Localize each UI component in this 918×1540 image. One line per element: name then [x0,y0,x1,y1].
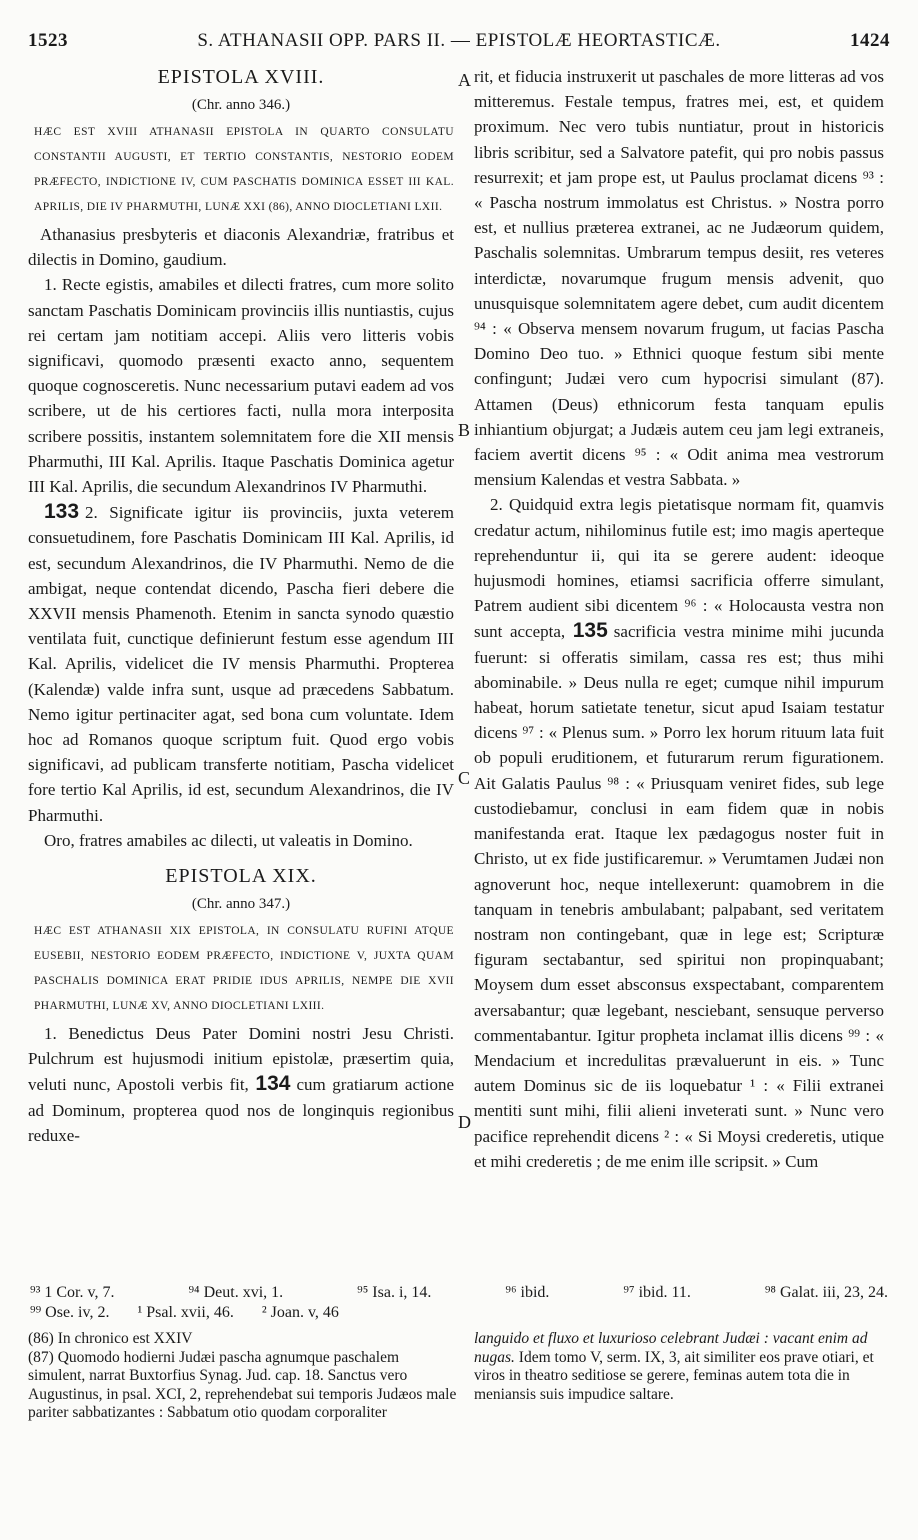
epistle-18-closing: Oro, fratres amabiles ac dilecti, ut valeatis in Domino. [44,830,413,850]
running-header [28,30,890,60]
margin-letter-c: C [458,768,471,788]
epistle-18-title: EPISTOLA XVIII. [157,66,325,88]
margin-letter-b: B [458,420,471,440]
epistle-18-paragraph-1: 1. Recte egistis, amabiles et dilecti fratres, cum more solito sanctam Paschatis Dominicam provinciis illis nuntiastis, cujus rei certam jam notitiam accepi. Aliis vero litteris vobis significavi, quomodo præsenti exacto anno, sequentem quoque cognosceretis. Nunc necessarium putavi eadem ad vos scribere, ut de his certiores facti, nulla mora interposita scribere possitis, instantem solemnitatem fore die XII mensis Pharmuthi, III Kal. Aprilis. Itaque Paschatis Dominica agetur III Kal. Aprilis, die secundum Alexandrinos IV Pharmuthi. [28,275,454,497]
epistle-19-paragraph-1-text-a: 1. Benedictus Deus Pater Domini nostri Jesu Christi. Pulchrum est hujusmodi initium epistolæ, præsertim quia, veluti nunc, Apostoli verbis fit, [28,1024,454,1095]
footnote-row [30,1283,888,1303]
footnote: ⁹⁶ ibid. [505,1284,550,1301]
footnote: ¹ Psal. xvii, 46. [137,1304,234,1321]
footnote-row [30,1303,888,1323]
epistle-19-paragraph-1 [28,1021,454,1148]
note-87-continued-plain: Idem tomo V, serm. IX, 3, ait similiter eos prave otiari, et viros in theatro seditiose se gerere, feminas autem tota die in meniansis suis impudice saltare. [474,1348,874,1403]
footnote: ⁹⁵ Isa. i, 14. [357,1284,432,1301]
epistle-19-summary: HÆC EST ATHANASII XIX EPISTOLA, IN CONSULATU RUFINI ATQUE EUSEBII, NESTORIO EODEM PRÆFECTO, INDICTIONE V, JUXTA QUAM PASCHALIS DOMINICA ERAT PRIDIE IDUS APRILIS, NEMPE DIE XVII PHARMUTHI, LUNÆ XV, ANNO DIOCLETIANI LXIII. [34,925,454,1013]
epistle-19-paragraph-2-text-b: sacrificia vestra minime mihi jucunda fuerunt: si offeratis similam, cassa res est; thus mihi abominabile. » Deus nulla re eget; cumque nihil impurum habeat, horum satietate tenetur, sicut apud Isaiam testatur dicens ⁹⁷ : « Plenus sum. » Porro lex horum rituum lata fuit ob populi eruditionem, et futurarum rerum figurationem. Ait Galatis Paulus ⁹⁸ : « Priusquam veniret fides, sub lege custodiebamur, conclusi in eam fidem quæ in nobis manifestanda erat. Itaque lex pædagogus noster fuit in Christo, ut ex fide justificaremur. » Verumtamen Judæi non agnoverunt hoc, neque intellexerunt: quamobrem in die tanquam in tenebris ambulabant; palpabant, sed veritatem nostram non contingebant, quæ in lege est; Scripturæ figuram sectabantur, sed spiritui non propinquabant; Moysem dum esset absconsus exspectabant, comparentem aversabantur; quæ legebant, nesciebant, sensuque perverso commentabantur. Igitur propheta inclamat illis dicens ⁹⁹ : « Mendacium et incredulitas prævaluerunt in eis. » Tunc autem Dominus sic de iis loquebatur ¹ : « Filii extranei mentiti sunt mihi, filii alieni inveterati sunt. » Nunc vero pacifice reprehendit dicens ² : « Si Moysi crederetis, utique et mihi crederetis ; de me enim ille scripsit. » Cum [474,622,884,1171]
epistle-19-title: EPISTOLA XIX. [165,865,317,888]
epistle-19-paragraph-2 [474,492,884,1173]
editor-notes-left [28,1330,458,1423]
margin-letter-d: D [458,1112,471,1132]
epistle-19-year: (Chr. anno 347.) [191,896,291,913]
scripture-footnotes [30,1283,888,1323]
editor-notes-right [474,1330,884,1404]
footnote: ⁹⁷ ibid. 11. [623,1284,691,1301]
epistle-18-summary: HÆC EST XVIII ATHANASII EPISTOLA IN QUARTO CONSULATU CONSTANTII AUGUSTI, ET TERTIO CONSTANTIS, NESTORIO EODEM PRÆFECTO, INDICTIONE IV, CUM PASCHATIS DOMINICA ESSET III KAL. APRILIS, DIE IV PHARMUTHI, LUNÆ XXI (86), ANNO DIOCLETIANI LXII. [34,126,454,213]
epistle-18-paragraph-2-text: 2. Significate igitur iis provinciis, juxta veterem consuetudinem, fore Paschatis Dominicam III Kal. Aprilis, id est, secundum Alexandrinos, die IV Pharmuthi. Nemo de die ambigat, neque contendat dicendo, Pascha fieri debere die XXVII mensis Phamenoth. Etenim in sancta synodo quæstio ventilata fuit, cunctique definierunt festum esse agendum III Kal. Aprilis, videlicet die IV mensis Pharmuthi. Propterea (Kalendæ) valde infra sunt, usque ad præcedens Sabbatum. Nemo igitur pertinaciter agat, sed bona cum voluntate. Idem hoc ad Romanos quoque scriptum fuit. Quod ergo vobis significavi, ad publicam transferte notitiam, Pascha videlicet fore tertio Kal Aprilis, id est, secundum Alexandrinos, die IV Pharmuthi. [28,503,454,825]
epistle-19-paragraph-2-text-a: 2. Quidquid extra legis pietatisque normam fit, quamvis credatur actum, nihilominus futile est; imo magis aperteque reprehenduntur ii, qui ita se gerere audent: ideoque hujusmodi homines, etiamsi sacrificia offerre simulant, Patrem audient sibi dicentem ⁹⁶ : « Holocausta vestra non sunt accepta, [474,495,884,642]
margin-column-number: 133 [44,500,80,524]
note-86: (86) In chronico est XXIV [28,1330,193,1347]
left-column [28,64,454,1148]
epistle-19-paragraph-1-continued: rit, et fiducia instruxerit ut paschales de more litteras ad vos mitteremus. Festale tempus, fratres mei, est, et quidem proximum. Nec vero tubis nuntiatur, prout in historicis libris scribitur, sed a Salvatore patefit, qui pro nobis passus resurrexit; et jam prope est, ut Paulus proclamat dicens ⁹³ : « Pascha nostrum immolatus est Christus. » Nostra porro est, et nullius præterea extranei, ac ne Judæorum quidem, Paschalis solemnitas. Umbrarum tempus desiit, res veteres interdictæ, novarumque frugum mensis advenit, quo unusquisque solemnitatem agere debet, cum audit dicentem ⁹⁴ : « Observa mensem novarum frugum, ut facias Pascha Domino Deo tuo. » Ethnici quoque festum sibi mente confingunt; Judæi vero cum hypocrisi simulant (87). Attamen (Deus) ethnicorum festa tanquam epulis inhiantium objurgat; a Judæis autem ceu jam legi extraneis, faciem avertit dicens ⁹⁵ : « Odit anima mea vestrorum mensium Kalendas et vestra Sabbata. » [474,67,884,490]
footnote: ⁹⁹ Ose. iv, 2. [30,1304,110,1321]
note-87-continued [474,1330,884,1404]
page-number-left: 1523 [28,30,68,51]
epistle-18-paragraph-2 [28,499,454,828]
epistle-18-salutation: Athanasius presbyteris et diaconis Alexandriæ, fratribus et dilectis in Domino, gaudium. [28,225,454,270]
right-column [474,64,884,1174]
footnote: ⁹³ 1 Cor. v, 7. [30,1284,115,1301]
footnote: ² Joan. v, 46 [261,1304,339,1321]
epistle-18-year: (Chr. anno 346.) [191,97,291,113]
footnote: ⁹⁴ Deut. xvi, 1. [188,1284,284,1301]
footnote: ⁹⁸ Galat. iii, 23, 24. [764,1284,888,1301]
running-head-title: S. ATHANASII OPP. PARS II. — EPISTOLÆ HEORTASTICÆ. [197,30,721,51]
page-number-right: 1424 [850,30,890,51]
margin-column-number: 135 [572,619,608,643]
margin-column-number: 134 [255,1072,291,1096]
margin-letter-a: A [458,70,471,90]
note-87: (87) Quomodo hodierni Judæi pascha agnumque paschalem simulent, narrat Buxtorfius Synag. Jud. cap. 18. Sanctus vero Augustinus, in psal. XCI, 2, reprehendebat sui temporis Judæos male pariter sabbatizantes : Sabbatum otio quodam corporaliter [28,1348,457,1421]
epistle-19-paragraph-1-text-b: cum gratiarum actione ad Dominum, propterea quod nos de longinquis regionibus reduxe- [28,1075,455,1145]
note-87-continued-italic: languido et fluxo et luxurioso celebrant Judæi : vacant enim ad nugas. [474,1330,868,1366]
section-gap [28,853,454,863]
